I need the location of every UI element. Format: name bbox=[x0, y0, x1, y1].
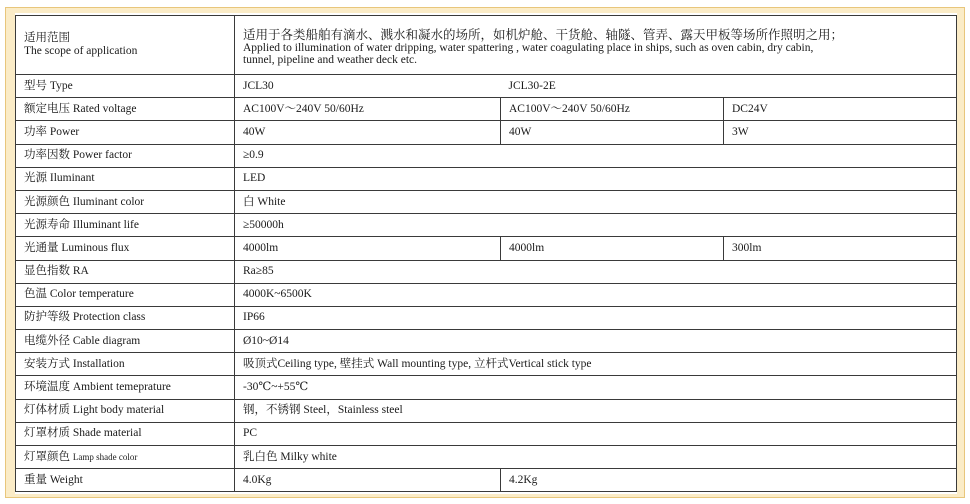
power-factor-value: ≥0.9 bbox=[235, 144, 957, 167]
table-row bbox=[16, 75, 957, 98]
illuminant-color-value: 白 White bbox=[235, 190, 957, 213]
table-row bbox=[16, 237, 957, 260]
row-label: 灯体材质 Light body material bbox=[16, 399, 235, 422]
row-label bbox=[16, 446, 235, 469]
weight-value-1: 4.0Kg bbox=[235, 469, 501, 492]
table-row bbox=[16, 214, 957, 237]
table-row bbox=[16, 330, 957, 353]
weight-value-2: 4.2Kg bbox=[501, 469, 957, 492]
shade-color-value: 乳白色 Milky white bbox=[235, 446, 957, 469]
table-row bbox=[16, 16, 957, 75]
table-row bbox=[16, 446, 957, 469]
shade-color-label-cn: 灯罩颜色 bbox=[24, 450, 73, 463]
protection-value: IP66 bbox=[235, 306, 957, 329]
row-label: 光通量 Luminous flux bbox=[16, 237, 235, 260]
power-value-2: 40W bbox=[501, 121, 724, 144]
table-row bbox=[16, 422, 957, 445]
page-frame bbox=[5, 7, 965, 498]
table-row bbox=[16, 469, 957, 492]
ambient-value: -30℃~+55℃ bbox=[235, 376, 957, 399]
scope-label-cn: 适用范围 bbox=[24, 32, 70, 44]
table-row bbox=[16, 260, 957, 283]
color-temp-value: 4000K~6500K bbox=[235, 283, 957, 306]
power-value-3: 3W bbox=[724, 121, 957, 144]
ra-value: Ra≥85 bbox=[235, 260, 957, 283]
row-label: 额定电压 Rated voltage bbox=[16, 98, 235, 121]
illuminant-value: LED bbox=[235, 167, 957, 190]
row-label: 防护等级 Protection class bbox=[16, 306, 235, 329]
illuminant-life-value: ≥50000h bbox=[235, 214, 957, 237]
scope-value-en-2: tunnel, pipeline and weather deck etc. bbox=[243, 53, 418, 66]
row-label: 电缆外径 Cable diagram bbox=[16, 330, 235, 353]
flux-value-2: 4000lm bbox=[501, 237, 724, 260]
voltage-value-3: DC24V bbox=[724, 98, 957, 121]
row-label: 功率 Power bbox=[16, 121, 235, 144]
table-row bbox=[16, 353, 957, 376]
table-row bbox=[16, 306, 957, 329]
row-label: 显色指数 RA bbox=[16, 260, 235, 283]
power-value-1: 40W bbox=[235, 121, 501, 144]
table-row bbox=[16, 121, 957, 144]
shade-color-label-en: Lamp shade color bbox=[72, 451, 138, 462]
flux-value-1: 4000lm bbox=[235, 237, 501, 260]
spec-sheet bbox=[15, 13, 957, 494]
row-label: 色温 Color temperature bbox=[16, 283, 235, 306]
row-label: 灯罩材质 Shade material bbox=[16, 422, 235, 445]
voltage-value-2: AC100V～240V 50/60Hz bbox=[501, 98, 724, 121]
row-label: 光源颜色 Iluminant color bbox=[16, 190, 235, 213]
row-label: 光源 Iluminant bbox=[16, 167, 235, 190]
scope-value-en-1: Applied to illumination of water dripping, water spattering , water coagulating place in ships, such as oven cabin, dry cabin, bbox=[243, 41, 814, 54]
table-row bbox=[16, 167, 957, 190]
scope-label-cell bbox=[16, 16, 235, 75]
flux-value-3: 300lm bbox=[724, 237, 957, 260]
scope-label-en: The scope of application bbox=[24, 45, 138, 57]
row-label: 光源寿命 Illuminant life bbox=[16, 214, 235, 237]
body-material-value: 钢，不锈钢 Steel，Stainless steel bbox=[235, 399, 957, 422]
row-label: 安装方式 Installation bbox=[16, 353, 235, 376]
table-row bbox=[16, 376, 957, 399]
table-row bbox=[16, 399, 957, 422]
scope-value-cn: 适用于各类船舶有滴水、溅水和凝水的场所，如机炉舱、干货舱、轴隧、管弄、露天甲板等场所作照明之用； bbox=[243, 27, 844, 42]
table-row bbox=[16, 98, 957, 121]
table-row bbox=[16, 190, 957, 213]
row-label: 重量 Weight bbox=[16, 469, 235, 492]
table-row bbox=[16, 144, 957, 167]
type-value-1: JCL30 bbox=[235, 75, 501, 98]
row-label: 环境温度 Ambient temeprature bbox=[16, 376, 235, 399]
scope-value-cell bbox=[235, 16, 957, 75]
installation-value: 吸顶式Ceiling type, 壁挂式 Wall mounting type, 立杆式Vertical stick type bbox=[235, 353, 957, 376]
row-label: 功率因数 Power factor bbox=[16, 144, 235, 167]
spec-table bbox=[15, 15, 957, 492]
shade-material-value: PC bbox=[235, 422, 957, 445]
table-row bbox=[16, 283, 957, 306]
voltage-value-1: AC100V～240V 50/60Hz bbox=[235, 98, 501, 121]
cable-value: Ø10~Ø14 bbox=[235, 330, 957, 353]
type-value-2: JCL30-2E bbox=[501, 75, 957, 98]
row-label: 型号 Type bbox=[16, 75, 235, 98]
